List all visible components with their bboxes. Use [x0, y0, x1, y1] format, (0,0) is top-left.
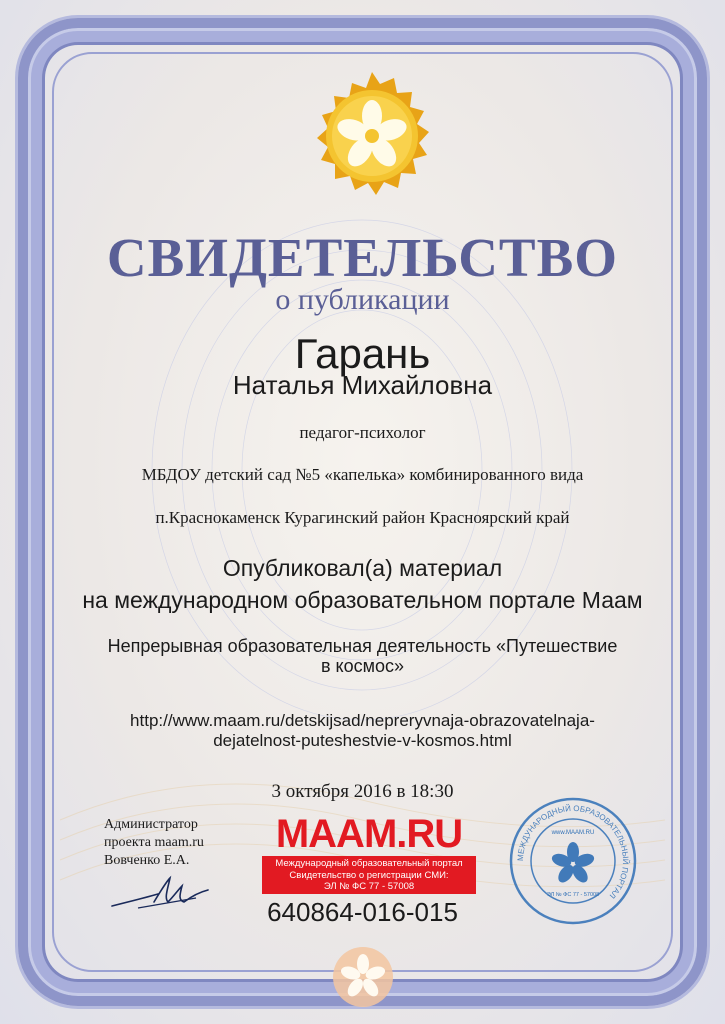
publication-date: 3 октября 2016 в 18:30 [271, 781, 454, 802]
logo-band-line2: Свидетельство о регистрации СМИ: [289, 869, 449, 881]
gold-seal-flower-icon [302, 70, 442, 210]
published-statement-line1: Опубликовал(а) материал [222, 555, 503, 581]
administrator-block [104, 816, 204, 870]
recipient-location: п.Краснокаменск Курагинский район Красноярский край [155, 508, 570, 527]
round-stamp-icon [508, 796, 638, 926]
logo-band-line3: ЭЛ № ФС 77 - 57008 [323, 881, 415, 892]
material-title-line2: в космос» [320, 656, 405, 676]
material-title-line1: Непрерывная образовательная деятельность «Путешествие [107, 636, 618, 656]
recipient-first-name: Наталья Михайловна [232, 370, 493, 400]
recipient-organization: МБДОУ детский сад №5 «капелька» комбинированного вида [141, 465, 584, 484]
logo-text: MAAM.RU [275, 812, 463, 856]
material-url-line1: http://www.maam.ru/detskijsad/nepreryvnaja-obrazovatelnaja- [130, 711, 595, 730]
admin-line2: проекта maam.ru [104, 835, 204, 850]
admin-line1: Администратор [104, 817, 198, 832]
recipient-last-name: Гарань [294, 330, 431, 377]
recipient-position: педагог-психолог [299, 423, 426, 442]
certificate-title: СВИДЕТЕЛЬСТВО [106, 227, 619, 288]
admin-line3: Вовченко Е.А. [104, 853, 190, 868]
registration-number: 640864-016-015 [267, 897, 458, 927]
material-url-line2: dejatelnost-puteshestvie-v-kosmos.html [213, 731, 512, 750]
logo-band-line1: Международный образовательный портал [275, 858, 463, 869]
stamp-ring-text: МЕЖДУНАРОДНЫЙ ОБРАЗОВАТЕЛЬНЫЙ ПОРТАЛ [515, 803, 631, 901]
maam-logo [262, 812, 476, 892]
stamp-reg-text: ЭЛ № ФС 77 - 57008 [546, 892, 600, 898]
logo-band [262, 856, 476, 894]
stamp-inner-text: www.MAAM.RU [551, 830, 595, 836]
certificate-subtitle: о публикации [275, 283, 450, 316]
published-statement-line2: на международном образовательном портале Маам [82, 587, 643, 613]
bottom-ornament-flower-icon [330, 944, 396, 1010]
